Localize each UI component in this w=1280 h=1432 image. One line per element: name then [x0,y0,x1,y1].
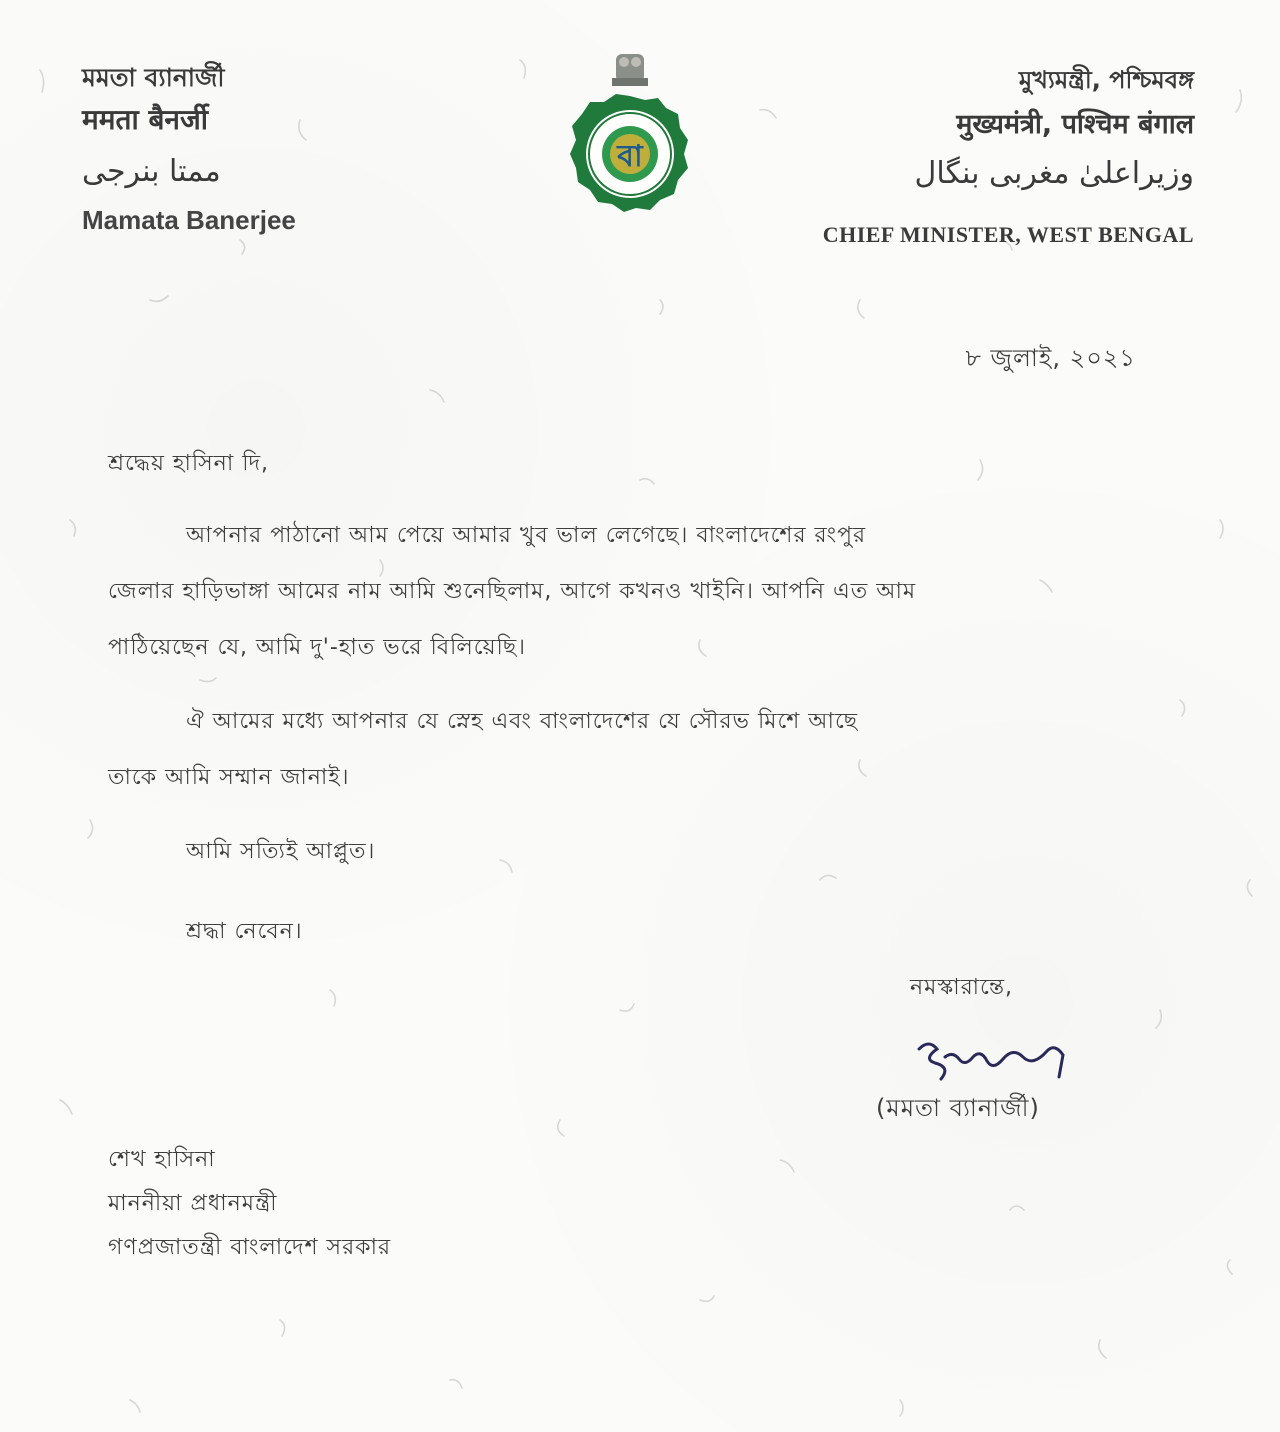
closing: নমস্কারান্তে, [910,975,1014,1000]
letter-date: ৮ জুলাই, ২০২১ [965,344,1136,372]
sender-name-bengali: মমতা ব্যানার্জী [82,63,225,92]
sender-name-hindi: ममता बैनर्जी [82,103,209,136]
paragraph-2-line-2: তাকে আমি সম্মান জানাই। [108,765,350,790]
sender-name-urdu: ممتا بنرجی [82,154,221,189]
paragraph-1-line-1: আপনার পাঠানো আম পেয়ে আমার খুব ভাল লেগেছে। বাংলাদেশের রংপুর [186,523,867,548]
paragraph-3: আমি সত্যিই আপ্লুত। [186,839,376,864]
west-bengal-biswa-bangla-seal-icon [570,94,688,212]
office-title-bengali: মুখ্যমন্ত্রী, পশ্চিমবঙ্গ [1018,66,1194,94]
national-emblem-icon [612,54,648,86]
paragraph-2-line-1: ঐ আমের মধ্যে আপনার যে স্নেহ এবং বাংলাদেশের যে সৌরভ মিশে আছে [186,709,859,734]
recipient-title: মাননীয়া প্রধানমন্ত্রী [108,1191,278,1216]
recipient-government: গণপ্রজাতন্ত্রী বাংলাদেশ সরকার [108,1235,392,1260]
signatory-name: (মমতা ব্যানার্জী) [876,1094,1040,1122]
office-title-hindi: मुख्यमंत्री, पश्चिम बंगाल [956,109,1194,140]
paragraph-1-line-3: পাঠিয়েছেন যে, আমি দু'-হাত ভরে বিলিয়েছি। [108,635,527,660]
handwritten-signature [905,1035,1085,1095]
paragraph-1-line-2: জেলার হাড়িভাঙ্গা আমের নাম আমি শুনেছিলাম, আগে কখনও খাইনি। আপনি এত আম [108,579,917,604]
sender-name-english: Mamata Banerjee [82,205,296,235]
west-bengal-emblem [550,40,710,254]
office-title-english: CHIEF MINISTER, WEST BENGAL [822,222,1194,247]
seal-letter: বা [617,139,643,174]
office-title-urdu: وزیراعلیٰ مغربی بنگال [914,156,1194,191]
paragraph-4: শ্রদ্ধা নেবেন। [186,919,303,944]
recipient-name: শেখ হাসিনা [108,1147,216,1172]
salutation: শ্রদ্ধেয় হাসিনা দি, [108,451,270,476]
